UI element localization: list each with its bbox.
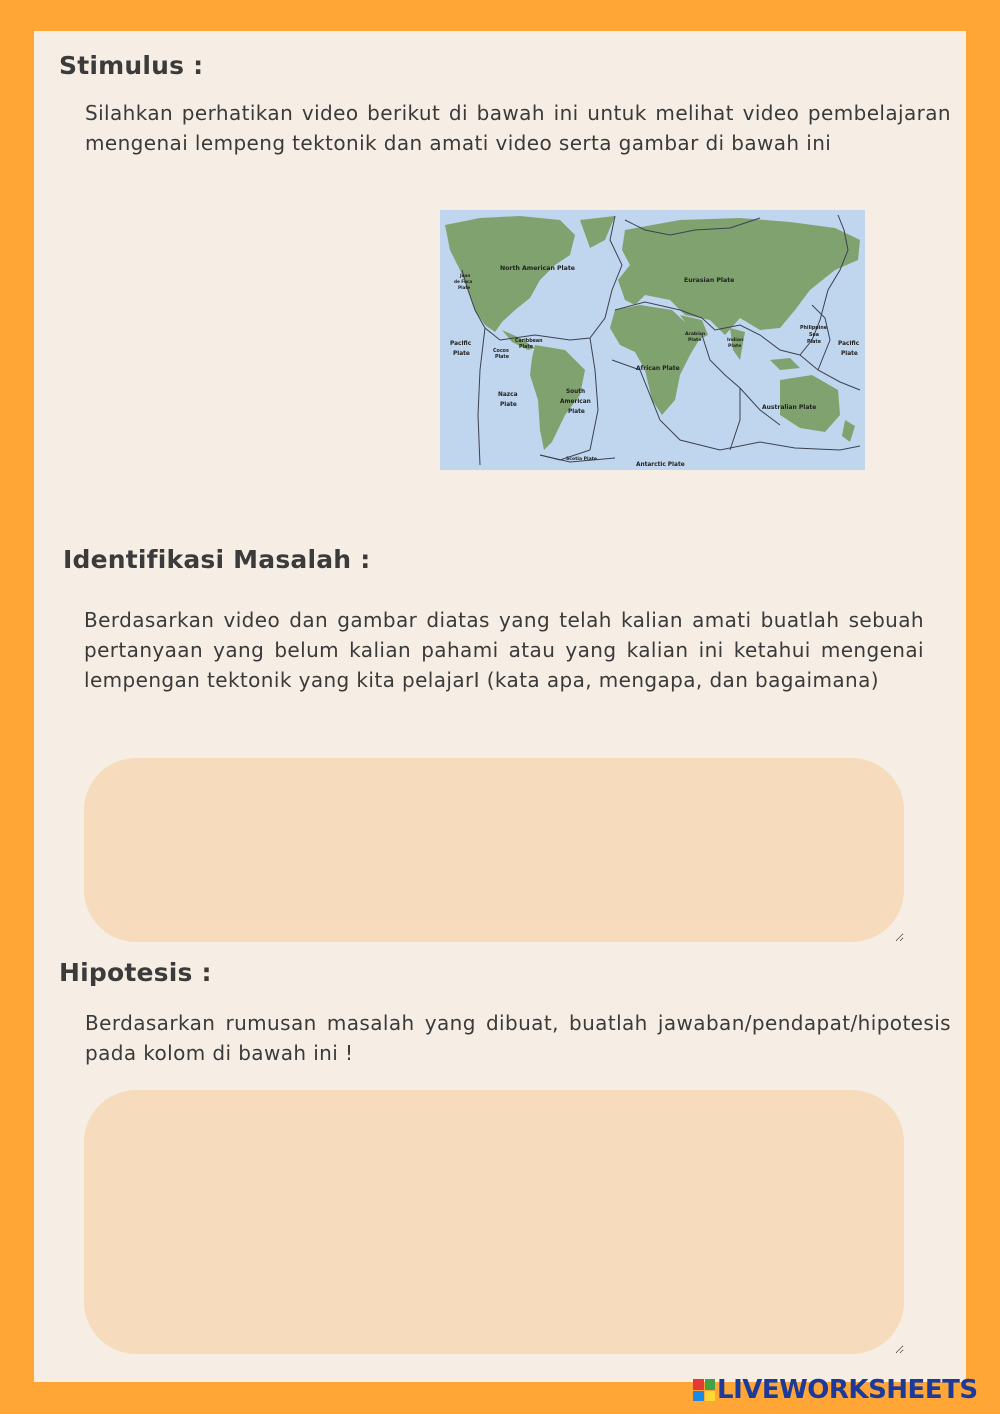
liveworksheets-watermark xyxy=(693,1376,978,1404)
label-australian-plate: Australian Plate xyxy=(762,404,817,411)
identifikasi-heading: Identifikasi Masalah : xyxy=(63,545,371,574)
label-eurasian-plate: Eurasian Plate xyxy=(684,277,735,284)
label-south-american-2: American xyxy=(560,399,591,405)
worksheet-page xyxy=(34,31,966,1382)
label-caribbean-1: Caribbean xyxy=(515,339,543,344)
label-antarctic-plate: Antarctic Plate xyxy=(636,462,685,468)
label-pacific-left-1: Pacific xyxy=(450,341,472,347)
label-philippine-3: Plate xyxy=(807,340,821,345)
label-pacific-right-2: Plate xyxy=(841,351,858,357)
label-indian-2: Plate xyxy=(728,344,742,349)
tectonic-plates-map xyxy=(440,210,865,470)
label-pacific-left-2: Plate xyxy=(453,351,470,357)
label-cocos-2: Plate xyxy=(495,355,509,360)
label-south-american-3: Plate xyxy=(568,409,585,415)
label-scotia-plate: Scotia Plate xyxy=(566,457,598,462)
hipotesis-heading: Hipotesis : xyxy=(59,958,212,987)
label-cocos-1: Cocos xyxy=(493,349,509,354)
label-juan-de-fuca-3: Plate xyxy=(458,285,471,290)
label-nazca-1: Nazca xyxy=(498,392,518,398)
stimulus-text: Silahkan perhatikan video berikut di bawah ini untuk melihat video pembelajaran mengenai lempeng tektonik dan amati video serta gambar di bawah ini xyxy=(85,101,951,155)
label-philippine-1: Philippine xyxy=(800,326,828,331)
hipotesis-answer-field[interactable] xyxy=(84,1090,904,1354)
label-juan-de-fuca-1: Juan xyxy=(460,273,471,278)
label-caribbean-2: Plate xyxy=(519,345,533,350)
hipotesis-text: Berdasarkan rumusan masalah yang dibuat, buatlah jawaban/pendapat/hipotesis pada kolom di bawah ini ! xyxy=(85,1011,951,1065)
label-philippine-2: Sea xyxy=(809,333,819,338)
label-arabian-1: Arabian xyxy=(685,332,706,337)
label-south-american-1: South xyxy=(566,389,586,395)
label-north-american-plate: North American Plate xyxy=(500,265,575,272)
identifikasi-answer-field[interactable] xyxy=(84,758,904,942)
label-pacific-right-1: Pacific xyxy=(838,341,860,347)
stimulus-heading: Stimulus : xyxy=(59,51,204,80)
label-juan-de-fuca-2: de Fuca xyxy=(454,279,473,284)
label-arabian-2: Plate xyxy=(688,338,702,343)
liveworksheets-logo-icon xyxy=(693,1379,715,1401)
label-nazca-2: Plate xyxy=(500,402,517,408)
label-african-plate: African Plate xyxy=(636,365,680,372)
identifikasi-text: Berdasarkan video dan gambar diatas yang telah kalian amati buatlah sebuah pertanyaan yang belum kalian pahami atau yang kalian ini ketahui mengenai lempengan tektonik yang kita pelajarI (kata apa, mengapa, dan bagaimana) xyxy=(84,608,924,692)
label-indian-1: Indian xyxy=(727,338,744,343)
liveworksheets-text: LIVEWORKSHEETS xyxy=(717,1375,978,1405)
